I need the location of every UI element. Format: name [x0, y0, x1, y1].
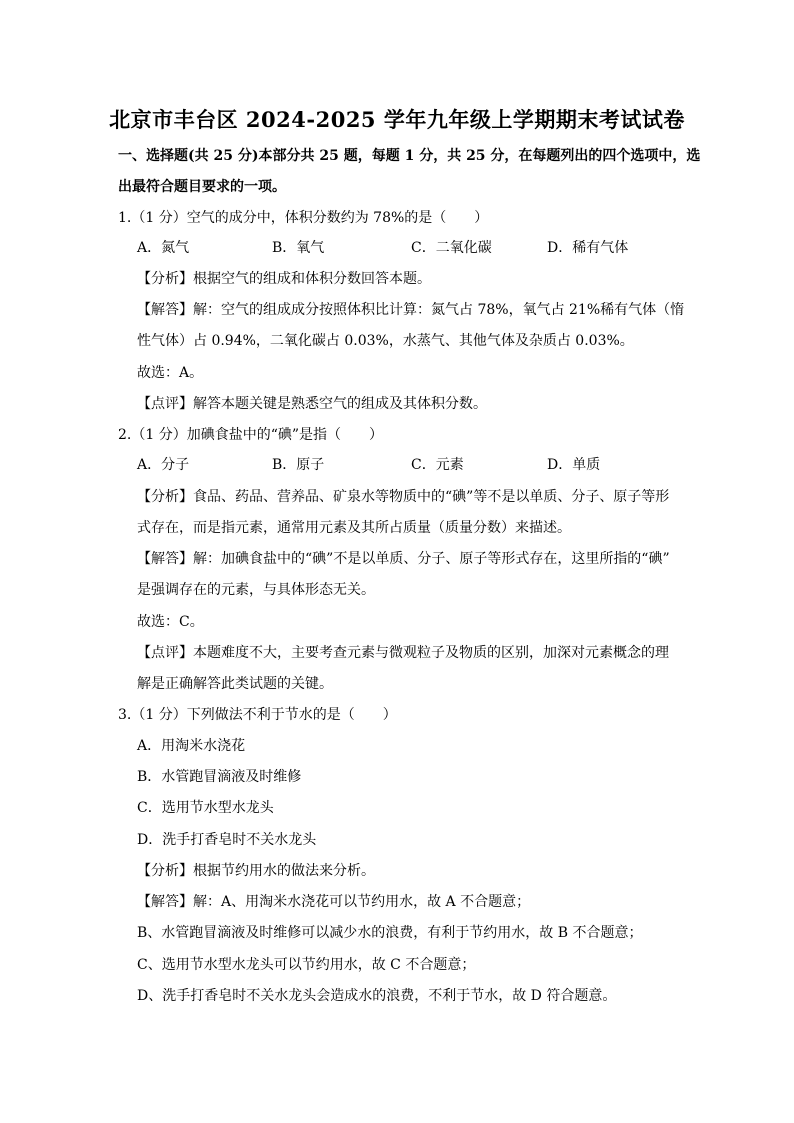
- q3-answer-line4: D、洗手打香皂时不关水龙头会造成水的浪费，不利于节水，故 D 符合题意。: [137, 988, 617, 1004]
- q1-comment: 【点评】解答本题关键是熟悉空气的组成及其体积分数。: [137, 396, 487, 412]
- q1-analysis: 【分析】根据空气的组成和体积分数回答本题。: [137, 271, 431, 287]
- q2-comment-line1: 【点评】本题难度不大，主要考查元素与微观粒子及物质的区别，加深对元素概念的理: [137, 645, 669, 661]
- q3-option-c: C．选用节水型水龙头: [137, 800, 274, 816]
- q2-answer-line1: 【解答】解：加碘食盐中的“碘”不是以单质、分子、原子等形式存在，这里所指的“碘”: [137, 551, 670, 567]
- q2-analysis-line2: 式存在，而是指元素，通常用元素及其所占质量（质量分数）来描述。: [137, 520, 571, 536]
- q1-option-a: A．氮气: [137, 240, 190, 256]
- q3-answer-line3: C、选用节水型水龙头可以节约用水，故 C 不合题意；: [137, 957, 476, 973]
- q1-option-b: B．氧气: [272, 240, 325, 256]
- q1-answer-line2: 性气体）占 0.94%，二氧化碳占 0.03%，水蒸气、其他气体及杂质占 0.03%。: [137, 333, 634, 349]
- q3-option-d: D．洗手打香皂时不关水龙头: [137, 832, 317, 848]
- section-heading-line1: 一、选择题(共 25 分)本部分共 25 题，每题 1 分，共 25 分，在每题列出的四个选项中，选: [118, 148, 701, 164]
- q2-choice: 故选：C。: [137, 614, 204, 630]
- q2-stem: 2.（1 分）加碘食盐中的“碘”是指（ ）: [118, 427, 384, 443]
- q1-answer-line1: 【解答】解：空气的组成成分按照体积比计算：氮气占 78%，氧气占 21%稀有气体（惰: [137, 302, 685, 318]
- section-heading-line2: 出最符合题目要求的一项。: [118, 179, 286, 195]
- q2-option-a: A．分子: [137, 457, 190, 473]
- q1-stem: 1.（1 分）空气的成分中，体积分数约为 78%的是（ ）: [118, 210, 489, 226]
- q1-option-d: D．稀有气体: [547, 240, 629, 256]
- q3-stem: 3.（1 分）下列做法不利于节水的是（ ）: [118, 707, 397, 723]
- q2-answer-line2: 是强调存在的元素，与具体形态无关。: [137, 582, 375, 598]
- q3-option-a: A．用淘米水浇花: [137, 738, 246, 754]
- q1-choice: 故选：A。: [137, 365, 204, 381]
- q3-answer-line1: 【解答】解：A、用淘米水浇花可以节约用水，故 A 不合题意；: [137, 894, 531, 910]
- q2-option-d: D．单质: [547, 457, 601, 473]
- page-title: 北京市丰台区 2024-2025 学年九年级上学期期末考试试卷: [109, 107, 685, 132]
- q2-option-c: C．元素: [411, 457, 464, 473]
- q2-analysis-line1: 【分析】食品、药品、营养品、矿泉水等物质中的“碘”等不是以单质、分子、原子等形: [137, 489, 670, 505]
- q2-comment-line2: 解是正确解答此类试题的关键。: [137, 676, 333, 692]
- q3-option-b: B．水管跑冒滴液及时维修: [137, 769, 302, 785]
- q2-option-b: B．原子: [272, 457, 325, 473]
- q3-answer-line2: B、水管跑冒滴液及时维修可以减少水的浪费，有利于节约用水，故 B 不合题意；: [137, 925, 643, 941]
- q1-option-c: C．二氧化碳: [411, 240, 492, 256]
- q3-analysis: 【分析】根据节约用水的做法来分析。: [137, 863, 375, 879]
